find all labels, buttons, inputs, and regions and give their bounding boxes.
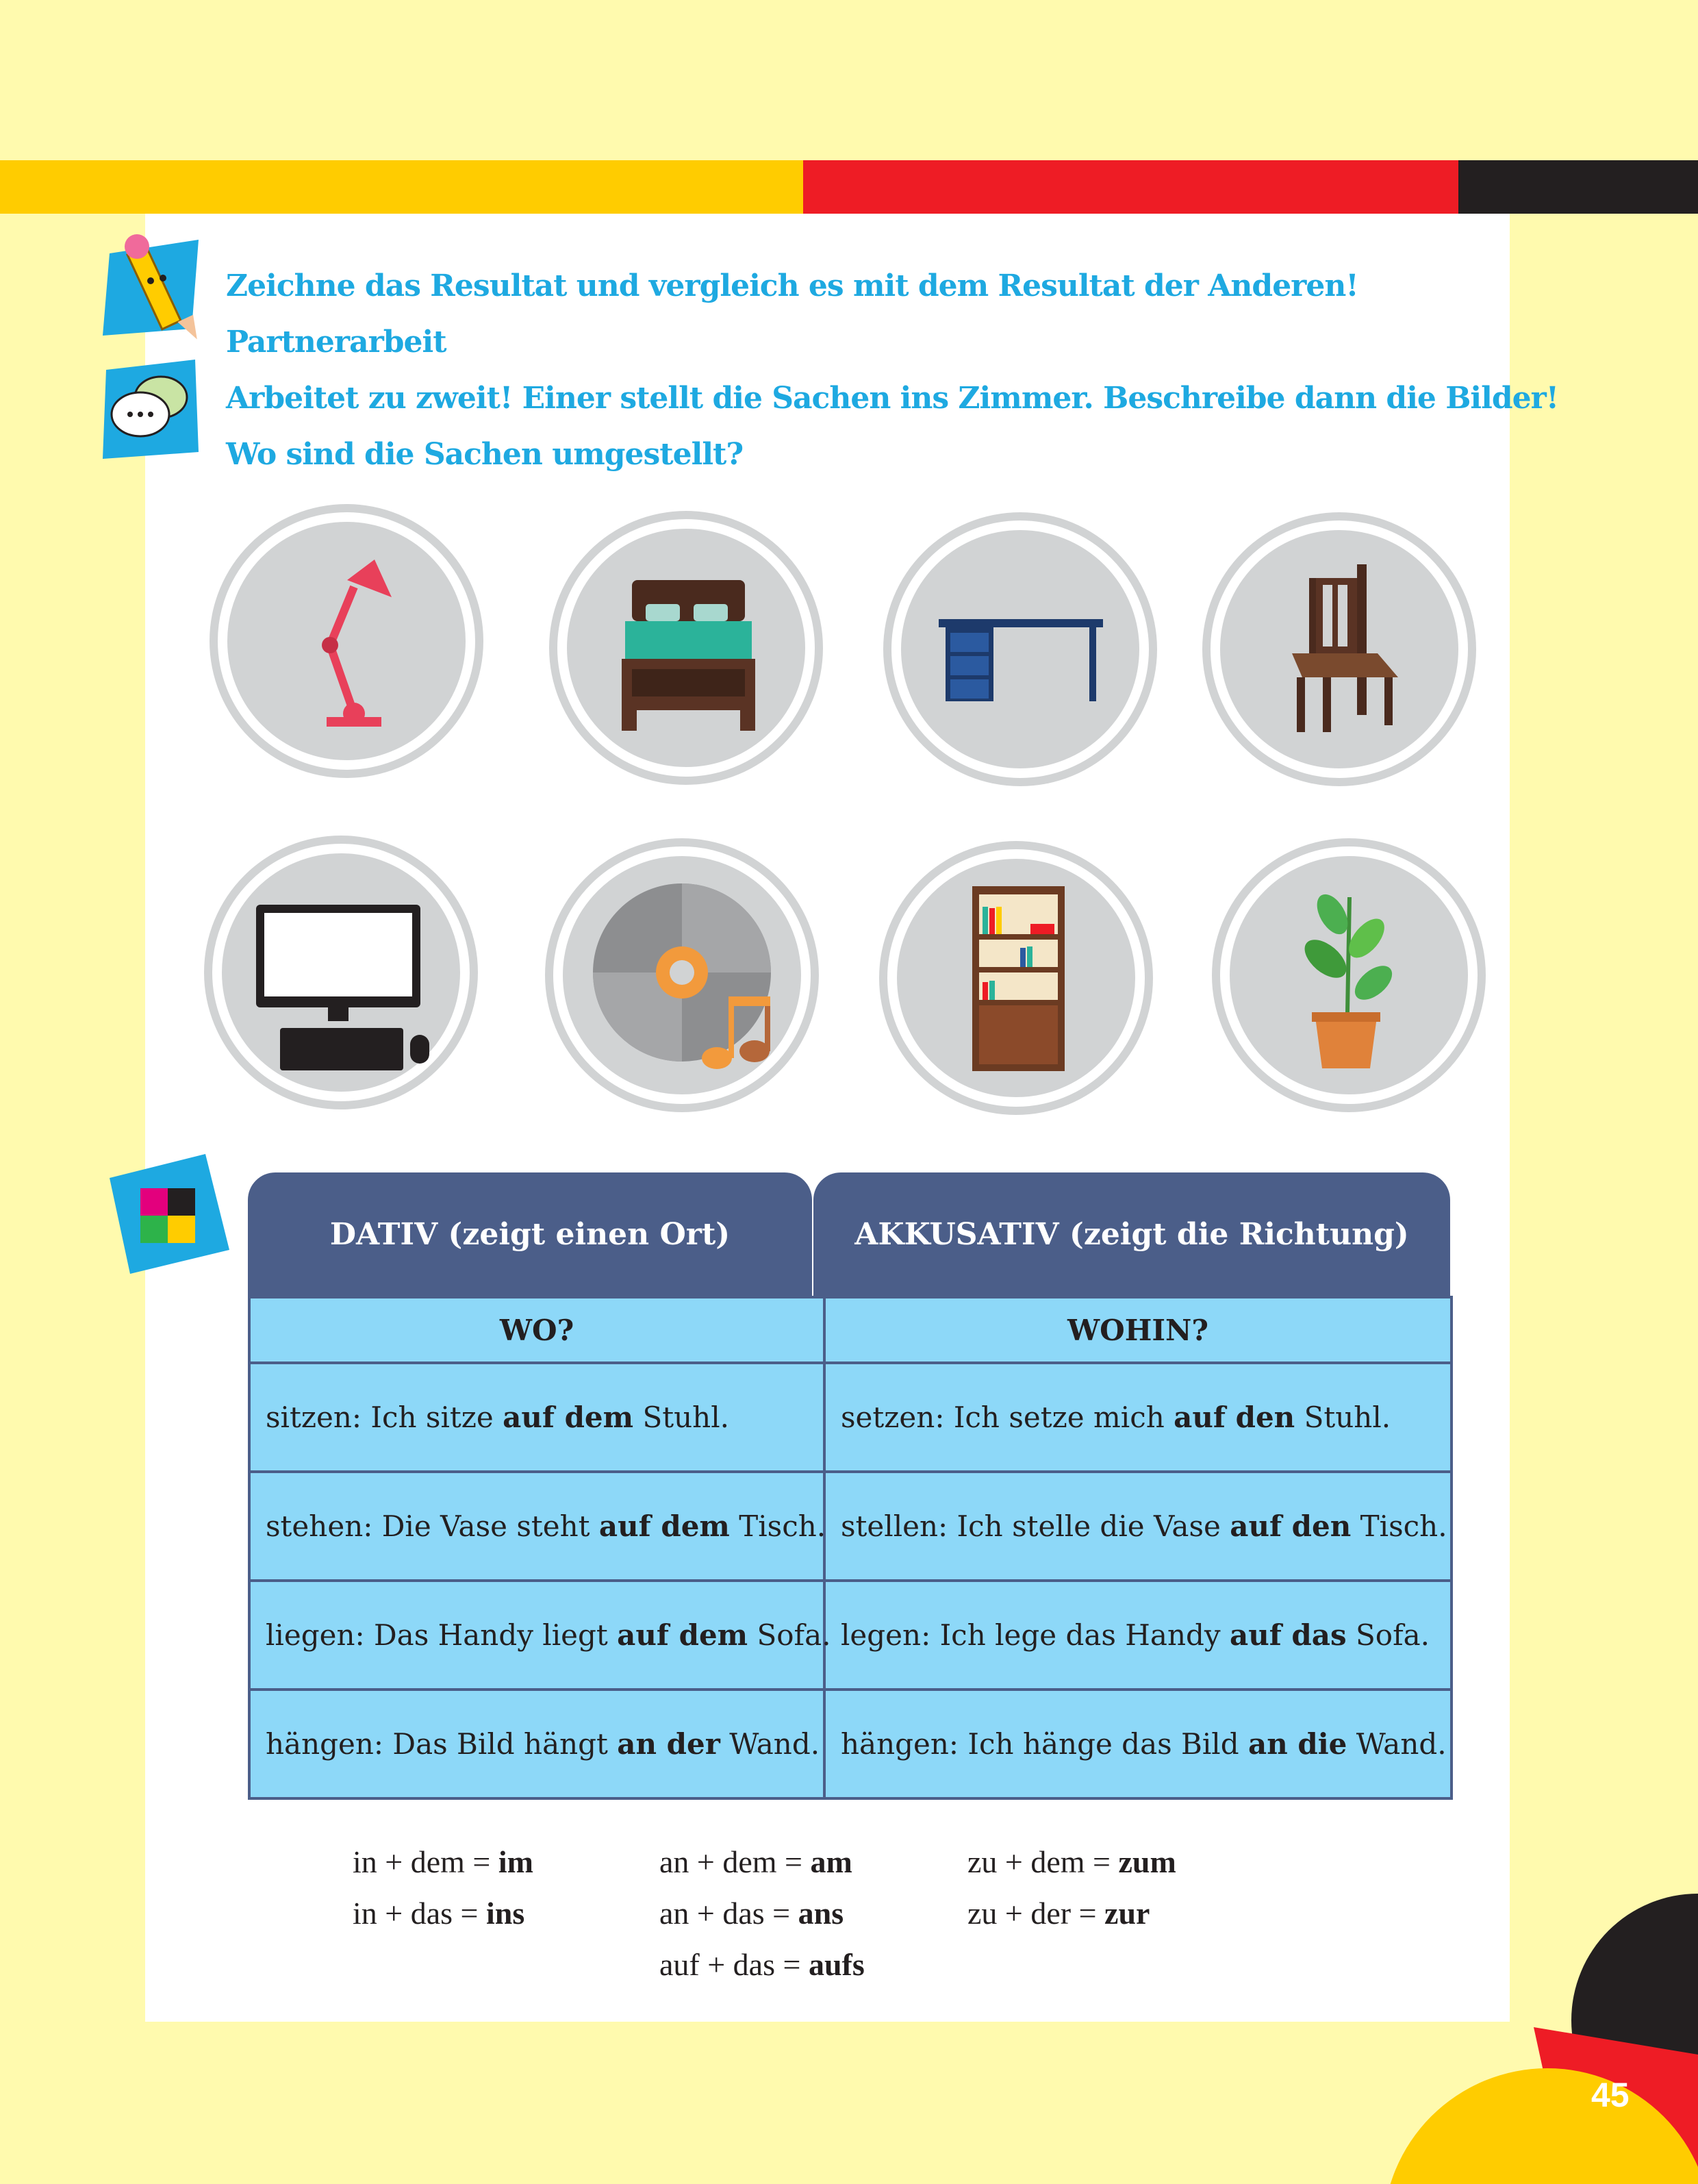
lamp-icon bbox=[218, 512, 475, 770]
speech-bubbles-icon bbox=[96, 349, 205, 473]
puzzle-icon bbox=[103, 1147, 233, 1277]
instruction-pair-work: Arbeitet zu zweit! Einer stellt die Sachen ins Zimmer. Beschreibe dann die Bilder! bbox=[226, 381, 1559, 416]
contraction-in-dem: in + dem = im bbox=[353, 1844, 533, 1879]
page-number: 45 bbox=[1591, 2076, 1630, 2114]
table-row bbox=[249, 1363, 1452, 1472]
chair-icon bbox=[1211, 520, 1468, 778]
contraction-zu-dem: zu + dem = zum bbox=[967, 1844, 1176, 1879]
wo-label: WO? bbox=[249, 1297, 824, 1363]
contraction-an-das: an + das = ans bbox=[659, 1896, 844, 1931]
dativ-example: hängen: Das Bild hängt an der Wand. bbox=[249, 1690, 824, 1798]
contraction-an-dem: an + dem = am bbox=[659, 1844, 852, 1879]
dativ-example: stehen: Die Vase steht auf dem Tisch. bbox=[249, 1472, 824, 1581]
wohin-label: WOHIN? bbox=[824, 1297, 1452, 1363]
contraction-zu-der: zu + der = zur bbox=[967, 1896, 1150, 1931]
akkusativ-example: setzen: Ich setze mich auf den Stuhl. bbox=[824, 1363, 1452, 1472]
akkusativ-example: legen: Ich lege das Handy auf das Sofa. bbox=[824, 1581, 1452, 1690]
plant-icon bbox=[1220, 846, 1478, 1104]
stripe-red bbox=[803, 160, 1458, 214]
akkusativ-example: stellen: Ich stelle die Vase auf den Tisch. bbox=[824, 1472, 1452, 1581]
contraction-in-das: in + das = ins bbox=[353, 1896, 525, 1931]
dativ-example: liegen: Das Handy liegt auf dem Sofa. bbox=[249, 1581, 824, 1690]
table-row bbox=[249, 1690, 1452, 1798]
desk-icon bbox=[891, 520, 1149, 778]
pencil-mascot-icon bbox=[96, 226, 205, 349]
bookshelf-icon bbox=[887, 849, 1145, 1107]
table-row bbox=[249, 1472, 1452, 1581]
computer-icon bbox=[212, 844, 470, 1101]
table-row bbox=[249, 1581, 1452, 1690]
music-cd-icon bbox=[553, 846, 811, 1104]
dativ-example: sitzen: Ich sitze auf dem Stuhl. bbox=[249, 1363, 824, 1472]
instruction-partner: Partnerarbeit bbox=[226, 325, 446, 360]
dativ-header: DATIV (zeigt einen Ort) bbox=[248, 1172, 812, 1296]
instruction-draw: Zeichne das Resultat und vergleich es mit dem Resultat der Anderen! bbox=[226, 268, 1358, 303]
instruction-question: Wo sind die Sachen umgestellt? bbox=[226, 437, 744, 472]
bed-icon bbox=[557, 519, 815, 777]
contraction-auf-das: auf + das = aufs bbox=[659, 1947, 865, 1982]
stripe-black bbox=[1458, 160, 1698, 214]
grammar-table bbox=[248, 1172, 1450, 1800]
akkusativ-example: hängen: Ich hänge das Bild an die Wand. bbox=[824, 1690, 1452, 1798]
table-header bbox=[248, 1172, 1450, 1296]
stripe-yellow bbox=[0, 160, 803, 214]
akkusativ-header: AKKUSATIV (zeigt die Richtung) bbox=[813, 1172, 1450, 1296]
